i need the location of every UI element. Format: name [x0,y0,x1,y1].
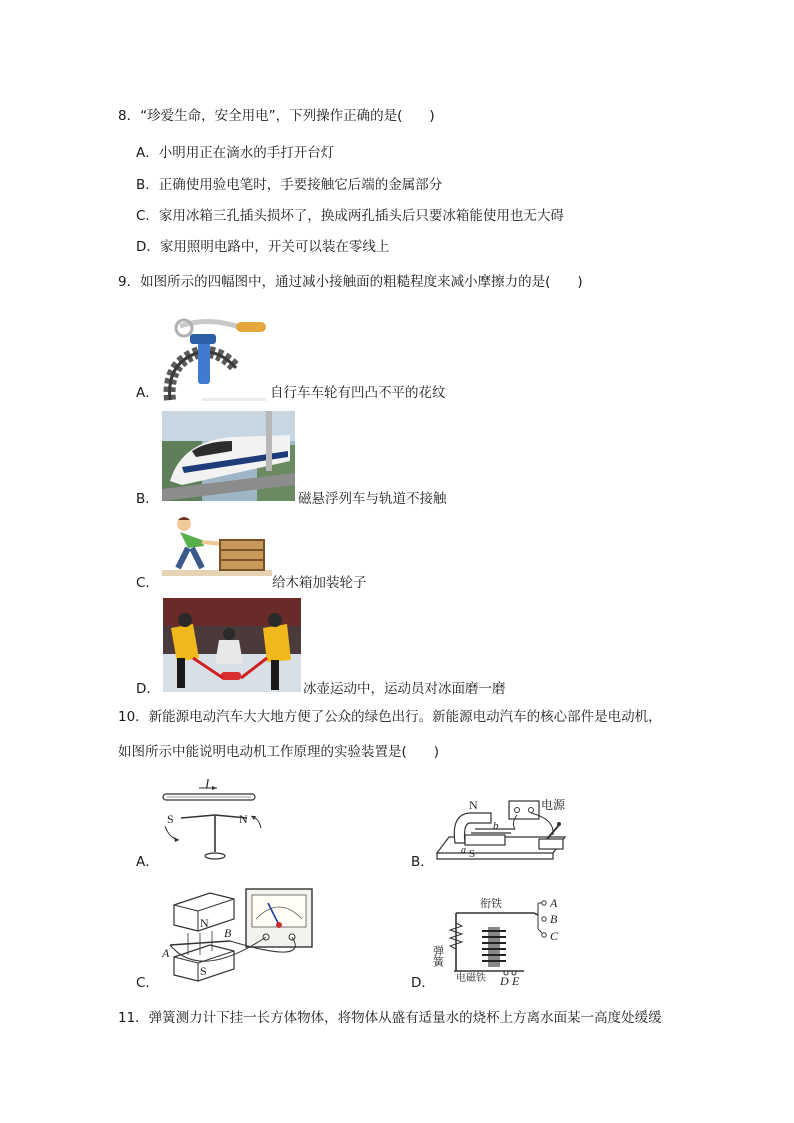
bicycle-wheel-image [160,312,268,404]
fig-10c-a-label: A [162,946,170,960]
q9-option-b-letter: B． [136,491,159,507]
fig-10a-s-label: S [167,812,174,826]
q10-option-c-letter: C． [136,975,159,991]
q10-option-d-letter: D． [411,975,435,991]
fig-10a-wire-compass [155,776,270,866]
fig-10c-generator-setup [160,885,322,983]
fig-10a-n-label: N [239,812,248,826]
fig-10b-power-label: 电源 [541,798,566,812]
fig-10b-a-label: a [461,845,466,856]
q9-option-c-letter: C． [136,575,159,591]
curling-image [163,598,301,692]
fig-10d-b-label: B [550,912,558,926]
q10-option-a-letter: A． [136,854,159,870]
fig-10c-n-label: N [200,916,209,930]
fig-10d-spring-label: 弹簧 [431,945,445,967]
q8-option-c: C．家用冰箱三孔插头损坏了，换成两孔插头后只要冰箱能使用也无大碍 [136,208,564,224]
q8-option-d: D．家用照明电路中，开关可以装在零线上 [136,239,390,255]
maglev-train-image [162,411,295,501]
q9-option-b-caption: 磁悬浮列车与轨道不接触 [298,491,447,507]
fig-10b-motor-setup [435,793,580,865]
fig-10d-d-label: D [500,974,509,988]
q8-option-a: A．小明用正在滴水的手打开台灯 [136,145,335,161]
q10-stem-line1: 10．新能源电动汽车大大地方便了公众的绿色出行。新能源电动汽车的核心部件是电动机， [118,709,662,725]
fig-10d-electromagnet-label: 电磁铁 [456,973,486,984]
fig-10c-b-label: B [224,926,232,940]
fig-10d-e-label: E [512,974,520,988]
q9-option-c-caption: 给木箱加装轮子 [272,575,367,591]
q11-stem: 11．弹簧测力计下挂一长方体物体，将物体从盛有适量水的烧杯上方离水面某一高度处缓缓 [118,1010,662,1026]
fig-10b-s-label: S [469,848,476,860]
fig-10d-armature-label: 衔铁 [480,897,502,910]
fig-10d-a-label: A [550,896,558,910]
q9-option-a-letter: A． [136,385,159,401]
fig-10a-current-label: I [205,776,210,791]
fig-10d-c-label: C [550,929,559,943]
q8-option-b: B．正确使用验电笔时，手要接触它后端的金属部分 [136,177,443,193]
q9-stem: 9．如图所示的四幅图中，通过减小接触面的粗糙程度来减小摩擦力的是( ) [118,274,583,290]
q9-option-d-letter: D． [136,681,160,697]
q9-option-a-caption: 自行车车轮有凹凸不平的花纹 [270,385,446,401]
fig-10b-n-label: N [469,798,478,812]
q10-stem-line2: 如图所示中能说明电动机工作原理的实验装置是( ) [118,744,440,760]
fig-10d-relay [431,893,584,988]
fig-10c-s-label: S [200,964,207,978]
q9-option-d-caption: 冰壶运动中，运动员对冰面磨一磨 [303,681,506,697]
q8-stem: 8．“珍爱生命，安全用电”，下列操作正确的是( ) [118,108,435,124]
boy-pushing-box-image [162,514,272,576]
fig-10b-b-label: b [493,820,499,832]
q10-option-b-letter: B． [411,854,434,870]
